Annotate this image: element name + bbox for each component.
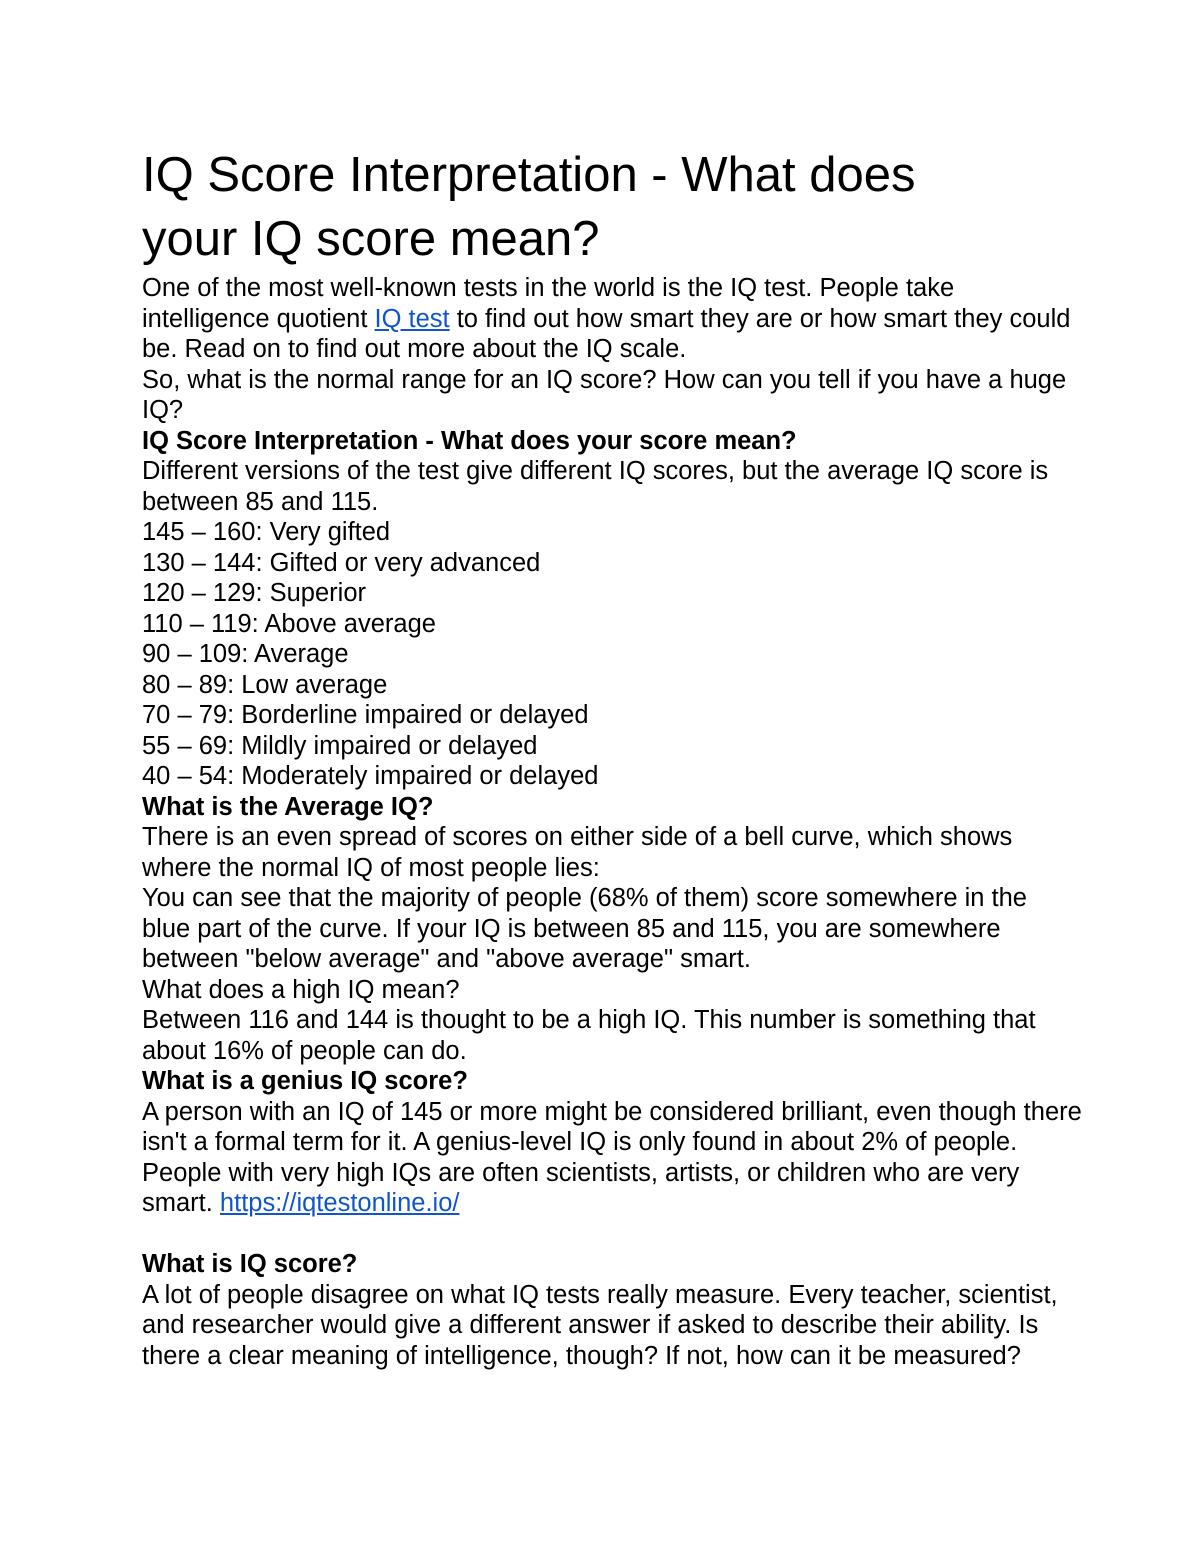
high-iq-subheading: What does a high IQ mean? bbox=[142, 975, 460, 1004]
iq-range-list bbox=[142, 517, 1082, 792]
iq-test-link[interactable]: IQ test bbox=[374, 304, 450, 333]
title-line-2: your IQ score mean? bbox=[142, 212, 600, 266]
genius-iq-text: A person with an IQ of 145 or more might be considered brilliant, even though there isn't a formal term for it. A genius-level IQ is only found in about 2% of people. People with very high IQs are often scientists, artists, or children who are very smart. bbox=[142, 1097, 1082, 1217]
average-iq-text-2: You can see that the majority of people (68% of them) score somewhere in the blue part of the curve. If your IQ is between 85 and 115, you are somewhere between "below average" and "above average" smart. bbox=[142, 884, 1027, 973]
iq-range-item: 120 – 129: Superior bbox=[142, 579, 366, 607]
intro-question: So, what is the normal range for an IQ score? How can you tell if you have a huge IQ? bbox=[142, 365, 1067, 424]
iq-range-item: 130 – 144: Gifted or very advanced bbox=[142, 548, 541, 577]
blank-line bbox=[142, 1219, 1082, 1250]
iq-range-item: 40 – 54: Moderately impaired or delayed bbox=[142, 762, 599, 790]
iq-range-item: 80 – 89: Low average bbox=[142, 670, 388, 699]
interpretation-text: Different versions of the test give different IQ scores, but the average IQ score is between 85 and 115. bbox=[142, 457, 1049, 516]
intro-text-end: to find out how smart they are or how smart they could be. Read on to find out more about the IQ scale. bbox=[142, 304, 1071, 363]
average-iq-text-1: There is an even spread of scores on either side of a bell curve, which shows where the normal IQ of most people lies: bbox=[142, 823, 1013, 882]
iq-range-item: 145 – 160: Very gifted bbox=[142, 518, 391, 546]
iq-range-item: 90 – 109: Average bbox=[142, 640, 349, 668]
average-iq-heading: What is the Average IQ? bbox=[142, 792, 434, 821]
page-title bbox=[142, 143, 1082, 271]
intro-paragraph bbox=[142, 273, 1082, 365]
intro-text-start: One of the most well-known tests in the world is the IQ test. People take intelligence quotient bbox=[142, 274, 955, 333]
title-line-1: IQ Score Interpretation - What does bbox=[142, 148, 916, 202]
iqtestonline-link[interactable]: https://iqtestonline.io/ bbox=[219, 1189, 460, 1217]
what-is-iq-text: A lot of people disagree on what IQ tests really measure. Every teacher, scientist, and researcher would give a different answer if asked to describe their ability. Is there a clear meaning of intelligence, though? If not, how can it be measured? bbox=[142, 1280, 1058, 1370]
iq-range-item: 70 – 79: Borderline impaired or delayed bbox=[142, 701, 589, 729]
document-page bbox=[142, 143, 1082, 1371]
high-iq-text: Between 116 and 144 is thought to be a high IQ. This number is something that about 16% of people can do. bbox=[142, 1006, 1036, 1065]
interpretation-heading: IQ Score Interpretation - What does your score mean? bbox=[142, 426, 797, 455]
genius-iq-heading: What is a genius IQ score? bbox=[142, 1067, 468, 1095]
iq-range-item: 110 – 119: Above average bbox=[142, 609, 436, 638]
what-is-iq-heading: What is IQ score? bbox=[142, 1250, 358, 1278]
iq-range-item: 55 – 69: Mildly impaired or delayed bbox=[142, 731, 538, 760]
genius-iq-paragraph bbox=[142, 1097, 1082, 1219]
